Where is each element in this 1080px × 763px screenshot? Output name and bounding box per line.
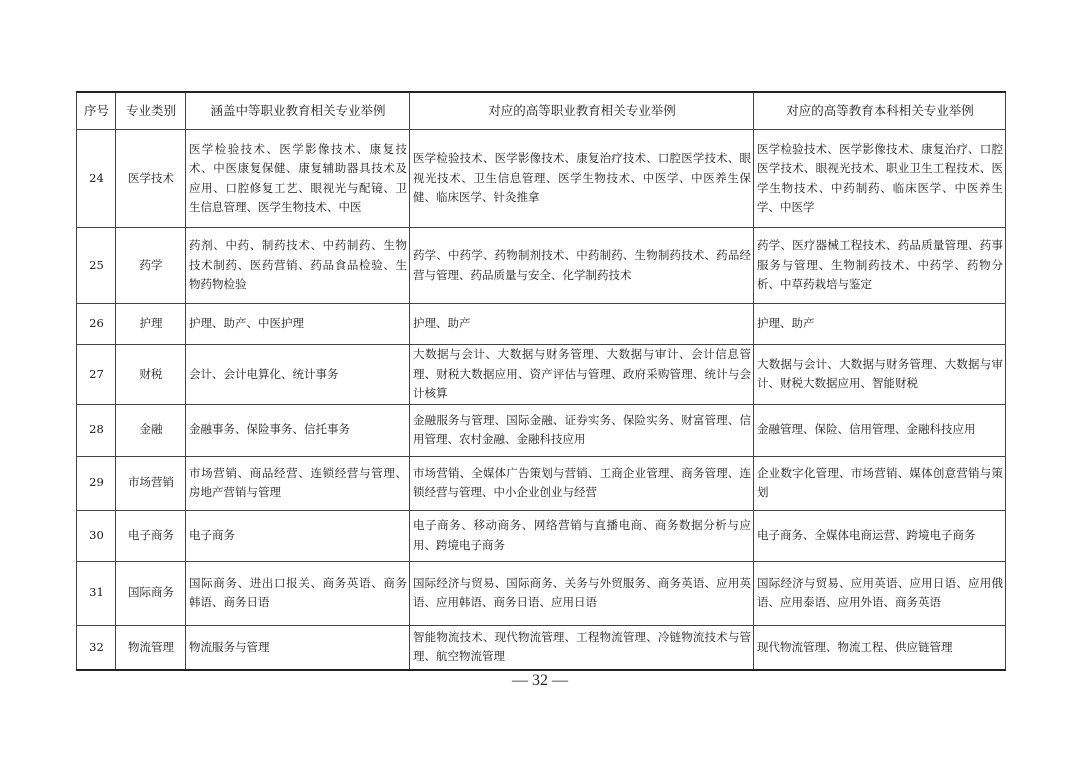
row-undergraduate-majors: 金融管理、保险、信用管理、金融科技应用 — [754, 404, 1006, 456]
row-undergraduate-majors: 现代物流管理、物流工程、供应链管理 — [754, 625, 1006, 670]
header-undergraduate: 对应的高等教育本科相关专业举例 — [754, 92, 1006, 130]
table-row — [77, 345, 1006, 405]
row-higher-vocational-majors: 国际经济与贸易、国际商务、关务与外贸服务、商务英语、应用英语、应用韩语、商务日语、应用日语 — [410, 561, 754, 625]
row-number: 30 — [77, 510, 116, 561]
table-row — [77, 625, 1006, 670]
header-secondary-vocational: 涵盖中等职业教育相关专业举例 — [186, 92, 410, 130]
row-category: 护理 — [116, 304, 186, 345]
header-serial-number: 序号 — [77, 92, 116, 130]
row-undergraduate-majors: 大数据与会计、大数据与财务管理、大数据与审计、财税大数据应用、智能财税 — [754, 345, 1006, 405]
table-row — [77, 456, 1006, 510]
table-row — [77, 510, 1006, 561]
row-number: 26 — [77, 304, 116, 345]
row-undergraduate-majors: 企业数字化管理、市场营销、媒体创意营销与策划 — [754, 456, 1006, 510]
header-higher-vocational: 对应的高等职业教育相关专业举例 — [410, 92, 754, 130]
row-secondary-majors: 会计、会计电算化、统计事务 — [186, 345, 410, 405]
row-secondary-majors: 市场营销、商品经营、连锁经营与管理、房地产营销与管理 — [186, 456, 410, 510]
row-secondary-majors: 电子商务 — [186, 510, 410, 561]
row-higher-vocational-majors: 金融服务与管理、国际金融、证券实务、保险实务、财富管理、信用管理、农村金融、金融科技应用 — [410, 404, 754, 456]
row-undergraduate-majors: 电子商务、全媒体电商运营、跨境电子商务 — [754, 510, 1006, 561]
row-category: 药学 — [116, 228, 186, 304]
row-undergraduate-majors: 国际经济与贸易、应用英语、应用日语、应用俄语、应用泰语、应用外语、商务英语 — [754, 561, 1006, 625]
row-secondary-majors: 金融事务、保险事务、信托事务 — [186, 404, 410, 456]
table-header-row — [77, 92, 1006, 130]
row-higher-vocational-majors: 电子商务、移动商务、网络营销与直播电商、商务数据分析与应用、跨境电子商务 — [410, 510, 754, 561]
row-number: 25 — [77, 228, 116, 304]
row-number: 27 — [77, 345, 116, 405]
table-row — [77, 228, 1006, 304]
row-number: 29 — [77, 456, 116, 510]
row-secondary-majors: 医学检验技术、医学影像技术、康复技术、中医康复保健、康复辅助器具技术及应用、口腔修复工艺、眼视光与配镜、卫生信息管理、医学生物技术、中医 — [186, 130, 410, 228]
row-higher-vocational-majors: 大数据与会计、大数据与财务管理、大数据与审计、会计信息管理、财税大数据应用、资产评估与管理、政府采购管理、统计与会计核算 — [410, 345, 754, 405]
row-higher-vocational-majors: 医学检验技术、医学影像技术、康复治疗技术、口腔医学技术、眼视光技术、卫生信息管理、医学生物技术、中医学、中医养生保健、临床医学、针灸推拿 — [410, 130, 754, 228]
row-higher-vocational-majors: 药学、中药学、药物制剂技术、中药制药、生物制药技术、药品经营与管理、药品质量与安全、化学制药技术 — [410, 228, 754, 304]
table-row — [77, 130, 1006, 228]
row-category: 市场营销 — [116, 456, 186, 510]
major-table-container — [76, 91, 1005, 671]
table-row — [77, 404, 1006, 456]
row-number: 31 — [77, 561, 116, 625]
row-secondary-majors: 国际商务、进出口报关、商务英语、商务韩语、商务日语 — [186, 561, 410, 625]
row-category: 医学技术 — [116, 130, 186, 228]
row-category: 物流管理 — [116, 625, 186, 670]
row-number: 24 — [77, 130, 116, 228]
row-undergraduate-majors: 药学、医疗器械工程技术、药品质量管理、药事服务与管理、生物制药技术、中药学、药物分析、中草药栽培与鉴定 — [754, 228, 1006, 304]
major-correspondence-table — [76, 91, 1006, 671]
row-secondary-majors: 药剂、中药、制药技术、中药制药、生物技术制药、医药营销、药品食品检验、生物药物检验 — [186, 228, 410, 304]
row-secondary-majors: 护理、助产、中医护理 — [186, 304, 410, 345]
row-undergraduate-majors: 护理、助产 — [754, 304, 1006, 345]
row-number: 32 — [77, 625, 116, 670]
table-row — [77, 304, 1006, 345]
row-higher-vocational-majors: 市场营销、全媒体广告策划与营销、工商企业管理、商务管理、连锁经营与管理、中小企业创业与经营 — [410, 456, 754, 510]
row-undergraduate-majors: 医学检验技术、医学影像技术、康复治疗、口腔医学技术、眼视光技术、职业卫生工程技术、医学生物技术、中药制药、临床医学、中医养生学、中医学 — [754, 130, 1006, 228]
table-row — [77, 561, 1006, 625]
row-category: 金融 — [116, 404, 186, 456]
row-category: 电子商务 — [116, 510, 186, 561]
row-higher-vocational-majors: 护理、助产 — [410, 304, 754, 345]
row-higher-vocational-majors: 智能物流技术、现代物流管理、工程物流管理、冷链物流技术与管理、航空物流管理 — [410, 625, 754, 670]
row-secondary-majors: 物流服务与管理 — [186, 625, 410, 670]
row-category: 财税 — [116, 345, 186, 405]
row-category: 国际商务 — [116, 561, 186, 625]
page-number: — 32 — — [512, 672, 568, 689]
row-number: 28 — [77, 404, 116, 456]
header-major-category: 专业类别 — [116, 92, 186, 130]
